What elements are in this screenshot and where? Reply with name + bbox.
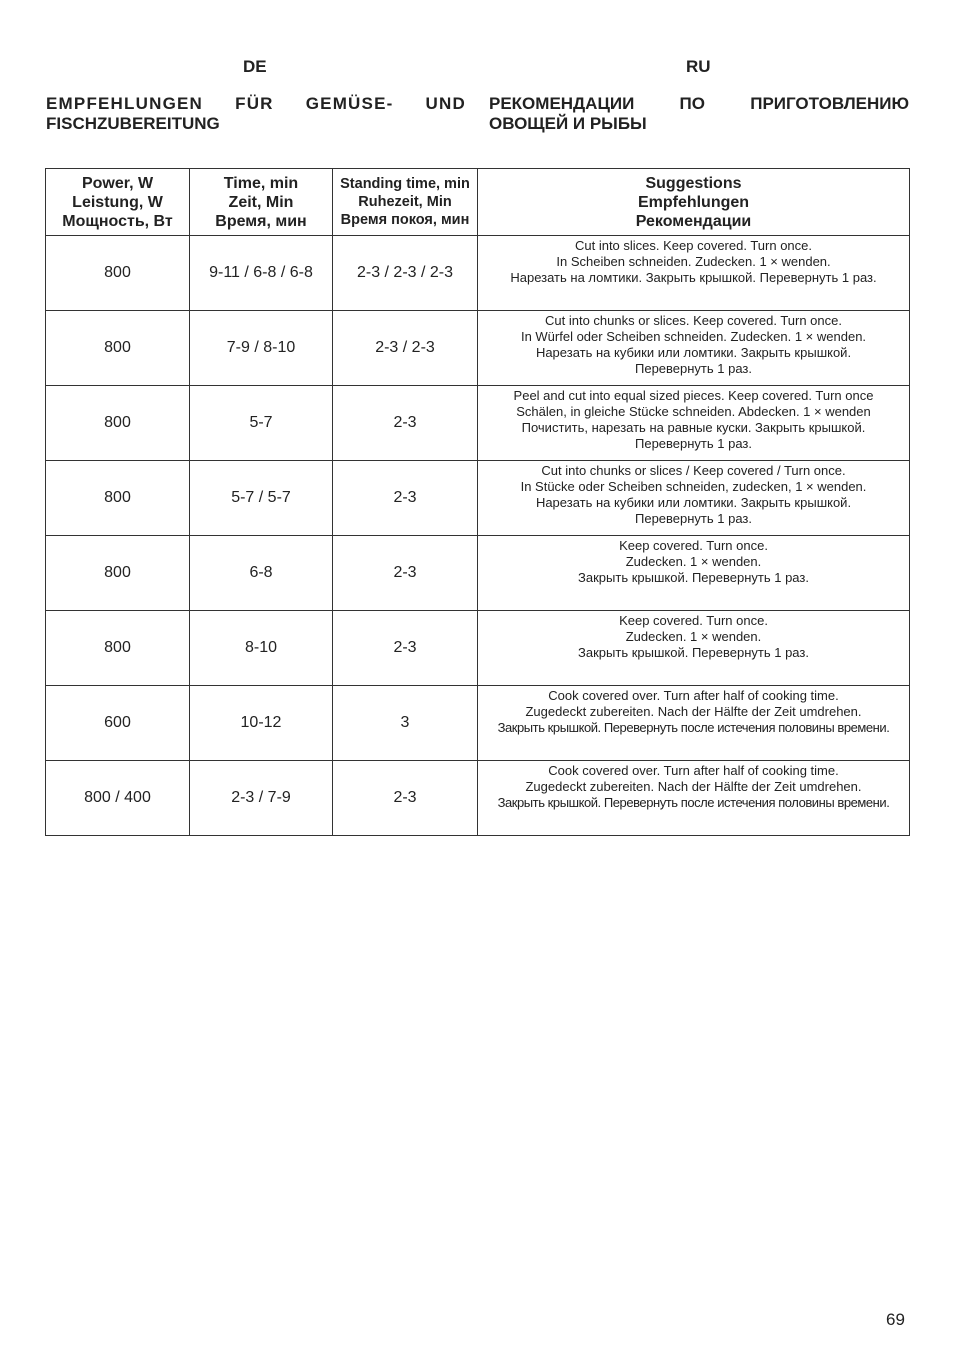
suggestion-line: In Würfel oder Scheiben schneiden. Zudecken. 1 × wenden.: [520, 329, 867, 344]
table-row: [46, 386, 910, 461]
suggestion-line: Keep covered. Turn once.: [619, 538, 768, 553]
power-cell: 800: [46, 536, 190, 611]
suggestion-line: Cut into chunks or slices. Keep covered. Turn once.: [545, 313, 842, 328]
header-line: Время, мин: [215, 212, 307, 230]
header-line: Suggestions: [645, 174, 742, 192]
standing-time-cell: 2-3: [333, 386, 478, 461]
table-row: [46, 686, 910, 761]
suggestions-cell: [478, 686, 910, 761]
heading-ru-line-2: ОВОЩЕЙ И РЫБЫ: [489, 114, 647, 133]
heading-ru-line-1: РЕКОМЕНДАЦИИ ПО ПРИГОТОВЛЕНИЮ: [489, 94, 909, 113]
suggestion-line: Peel and cut into equal sized pieces. Keep covered. Turn once: [513, 388, 874, 403]
header-line: Standing time, min: [340, 176, 470, 192]
suggestion-line: Нарезать на кубики или ломтики. Закрыть крышкой.: [535, 345, 852, 360]
section-heading-de: [46, 94, 466, 134]
suggestion-line: Перевернуть 1 раз.: [635, 511, 752, 526]
table-row: [46, 536, 910, 611]
suggestion-line: Почистить, нарезать на равные куски. Закрыть крышкой.: [521, 420, 866, 435]
time-cell: 10-12: [190, 686, 333, 761]
suggestion-line: Закрыть крышкой. Перевернуть 1 раз.: [578, 570, 809, 585]
power-cell: 800 / 400: [46, 761, 190, 836]
suggestion-line: Cut into chunks or slices / Keep covered / Turn once.: [541, 463, 846, 478]
standing-time-cell: 2-3 / 2-3 / 2-3: [333, 236, 478, 311]
suggestion-line: Cook covered over. Turn after half of cooking time.: [548, 763, 839, 778]
power-cell: 800: [46, 311, 190, 386]
suggestion-line: Cook covered over. Turn after half of cooking time.: [548, 688, 839, 703]
standing-time-cell: 2-3: [333, 536, 478, 611]
suggestions-cell: [478, 761, 910, 836]
cooking-recommendations-table: [45, 168, 910, 836]
suggestion-line: Cut into slices. Keep covered. Turn once.: [574, 238, 812, 253]
language-label-de: DE: [243, 57, 267, 76]
power-cell: 800: [46, 386, 190, 461]
suggestion-line: Перевернуть 1 раз.: [635, 361, 752, 376]
suggestion-line: Keep covered. Turn once.: [619, 613, 768, 628]
header-line: Empfehlungen: [637, 193, 750, 211]
suggestion-line: Zudecken. 1 × wenden.: [625, 554, 762, 569]
suggestions-cell: [478, 311, 910, 386]
page-number: 69: [886, 1310, 905, 1329]
header-power: [46, 169, 190, 236]
time-cell: 8-10: [190, 611, 333, 686]
suggestions-cell: [478, 611, 910, 686]
power-cell: 800: [46, 611, 190, 686]
table-row: [46, 461, 910, 536]
header-line: Мощность, Вт: [62, 212, 173, 230]
header-line: Leistung, W: [72, 193, 163, 211]
suggestion-line: Zugedeckt zubereiten. Nach der Hälfte der Zeit umdrehen.: [525, 704, 862, 719]
suggestions-cell: [478, 386, 910, 461]
power-cell: 800: [46, 461, 190, 536]
suggestion-line: Закрыть крышкой. Перевернуть 1 раз.: [578, 645, 809, 660]
suggestion-line: Нарезать на кубики или ломтики. Закрыть крышкой.: [535, 495, 852, 510]
time-cell: 7-9 / 8-10: [190, 311, 333, 386]
suggestions-cell: [478, 236, 910, 311]
suggestion-line: Закрыть крышкой. Перевернуть после истечения половины времени.: [497, 720, 890, 735]
header-line: Power, W: [81, 174, 154, 192]
power-cell: 800: [46, 236, 190, 311]
standing-time-cell: 3: [333, 686, 478, 761]
suggestions-cell: [478, 536, 910, 611]
time-cell: 2-3 / 7-9: [190, 761, 333, 836]
standing-time-cell: 2-3: [333, 761, 478, 836]
suggestion-line: Zudecken. 1 × wenden.: [625, 629, 762, 644]
standing-time-cell: 2-3: [333, 611, 478, 686]
table-row: [46, 311, 910, 386]
suggestion-line: Нарезать на ломтики. Закрыть крышкой. Перевернуть 1 раз.: [510, 270, 877, 285]
header-line: Time, min: [223, 174, 299, 192]
header-line: Zeit, Min: [228, 193, 294, 211]
power-cell: 600: [46, 686, 190, 761]
suggestion-line: Zugedeckt zubereiten. Nach der Hälfte der Zeit umdrehen.: [525, 779, 862, 794]
suggestion-line: Перевернуть 1 раз.: [635, 436, 752, 451]
header-line: Рекомендации: [635, 212, 752, 230]
standing-time-cell: 2-3 / 2-3: [333, 311, 478, 386]
suggestions-cell: [478, 461, 910, 536]
table-row: [46, 761, 910, 836]
suggestion-line: In Stücke oder Scheiben schneiden, zudecken, 1 × wenden.: [520, 479, 867, 494]
table-row: [46, 236, 910, 311]
heading-de-line-2: FISCHZUBEREITUNG: [46, 114, 220, 133]
suggestion-line: Закрыть крышкой. Перевернуть после истечения половины времени.: [497, 795, 890, 810]
header-line: Ruhezeit, Min: [358, 194, 452, 210]
section-heading-ru: [489, 94, 909, 134]
header-suggestions: [478, 169, 910, 236]
table-row: [46, 611, 910, 686]
heading-de-line-1: EMPFEHLUNGEN FÜR GEMÜSE- UND: [46, 94, 466, 113]
suggestion-line: In Scheiben schneiden. Zudecken. 1 × wenden.: [556, 254, 831, 269]
standing-time-cell: 2-3: [333, 461, 478, 536]
time-cell: 6-8: [190, 536, 333, 611]
time-cell: 5-7: [190, 386, 333, 461]
language-label-ru: RU: [686, 57, 711, 76]
header-line: Время покоя, мин: [340, 212, 470, 228]
time-cell: 9-11 / 6-8 / 6-8: [190, 236, 333, 311]
table-header-row: [46, 169, 910, 236]
time-cell: 5-7 / 5-7: [190, 461, 333, 536]
header-time: [190, 169, 333, 236]
suggestion-line: Schälen, in gleiche Stücke schneiden. Abdecken. 1 × wenden: [516, 404, 871, 419]
header-standing-time: [333, 169, 478, 236]
